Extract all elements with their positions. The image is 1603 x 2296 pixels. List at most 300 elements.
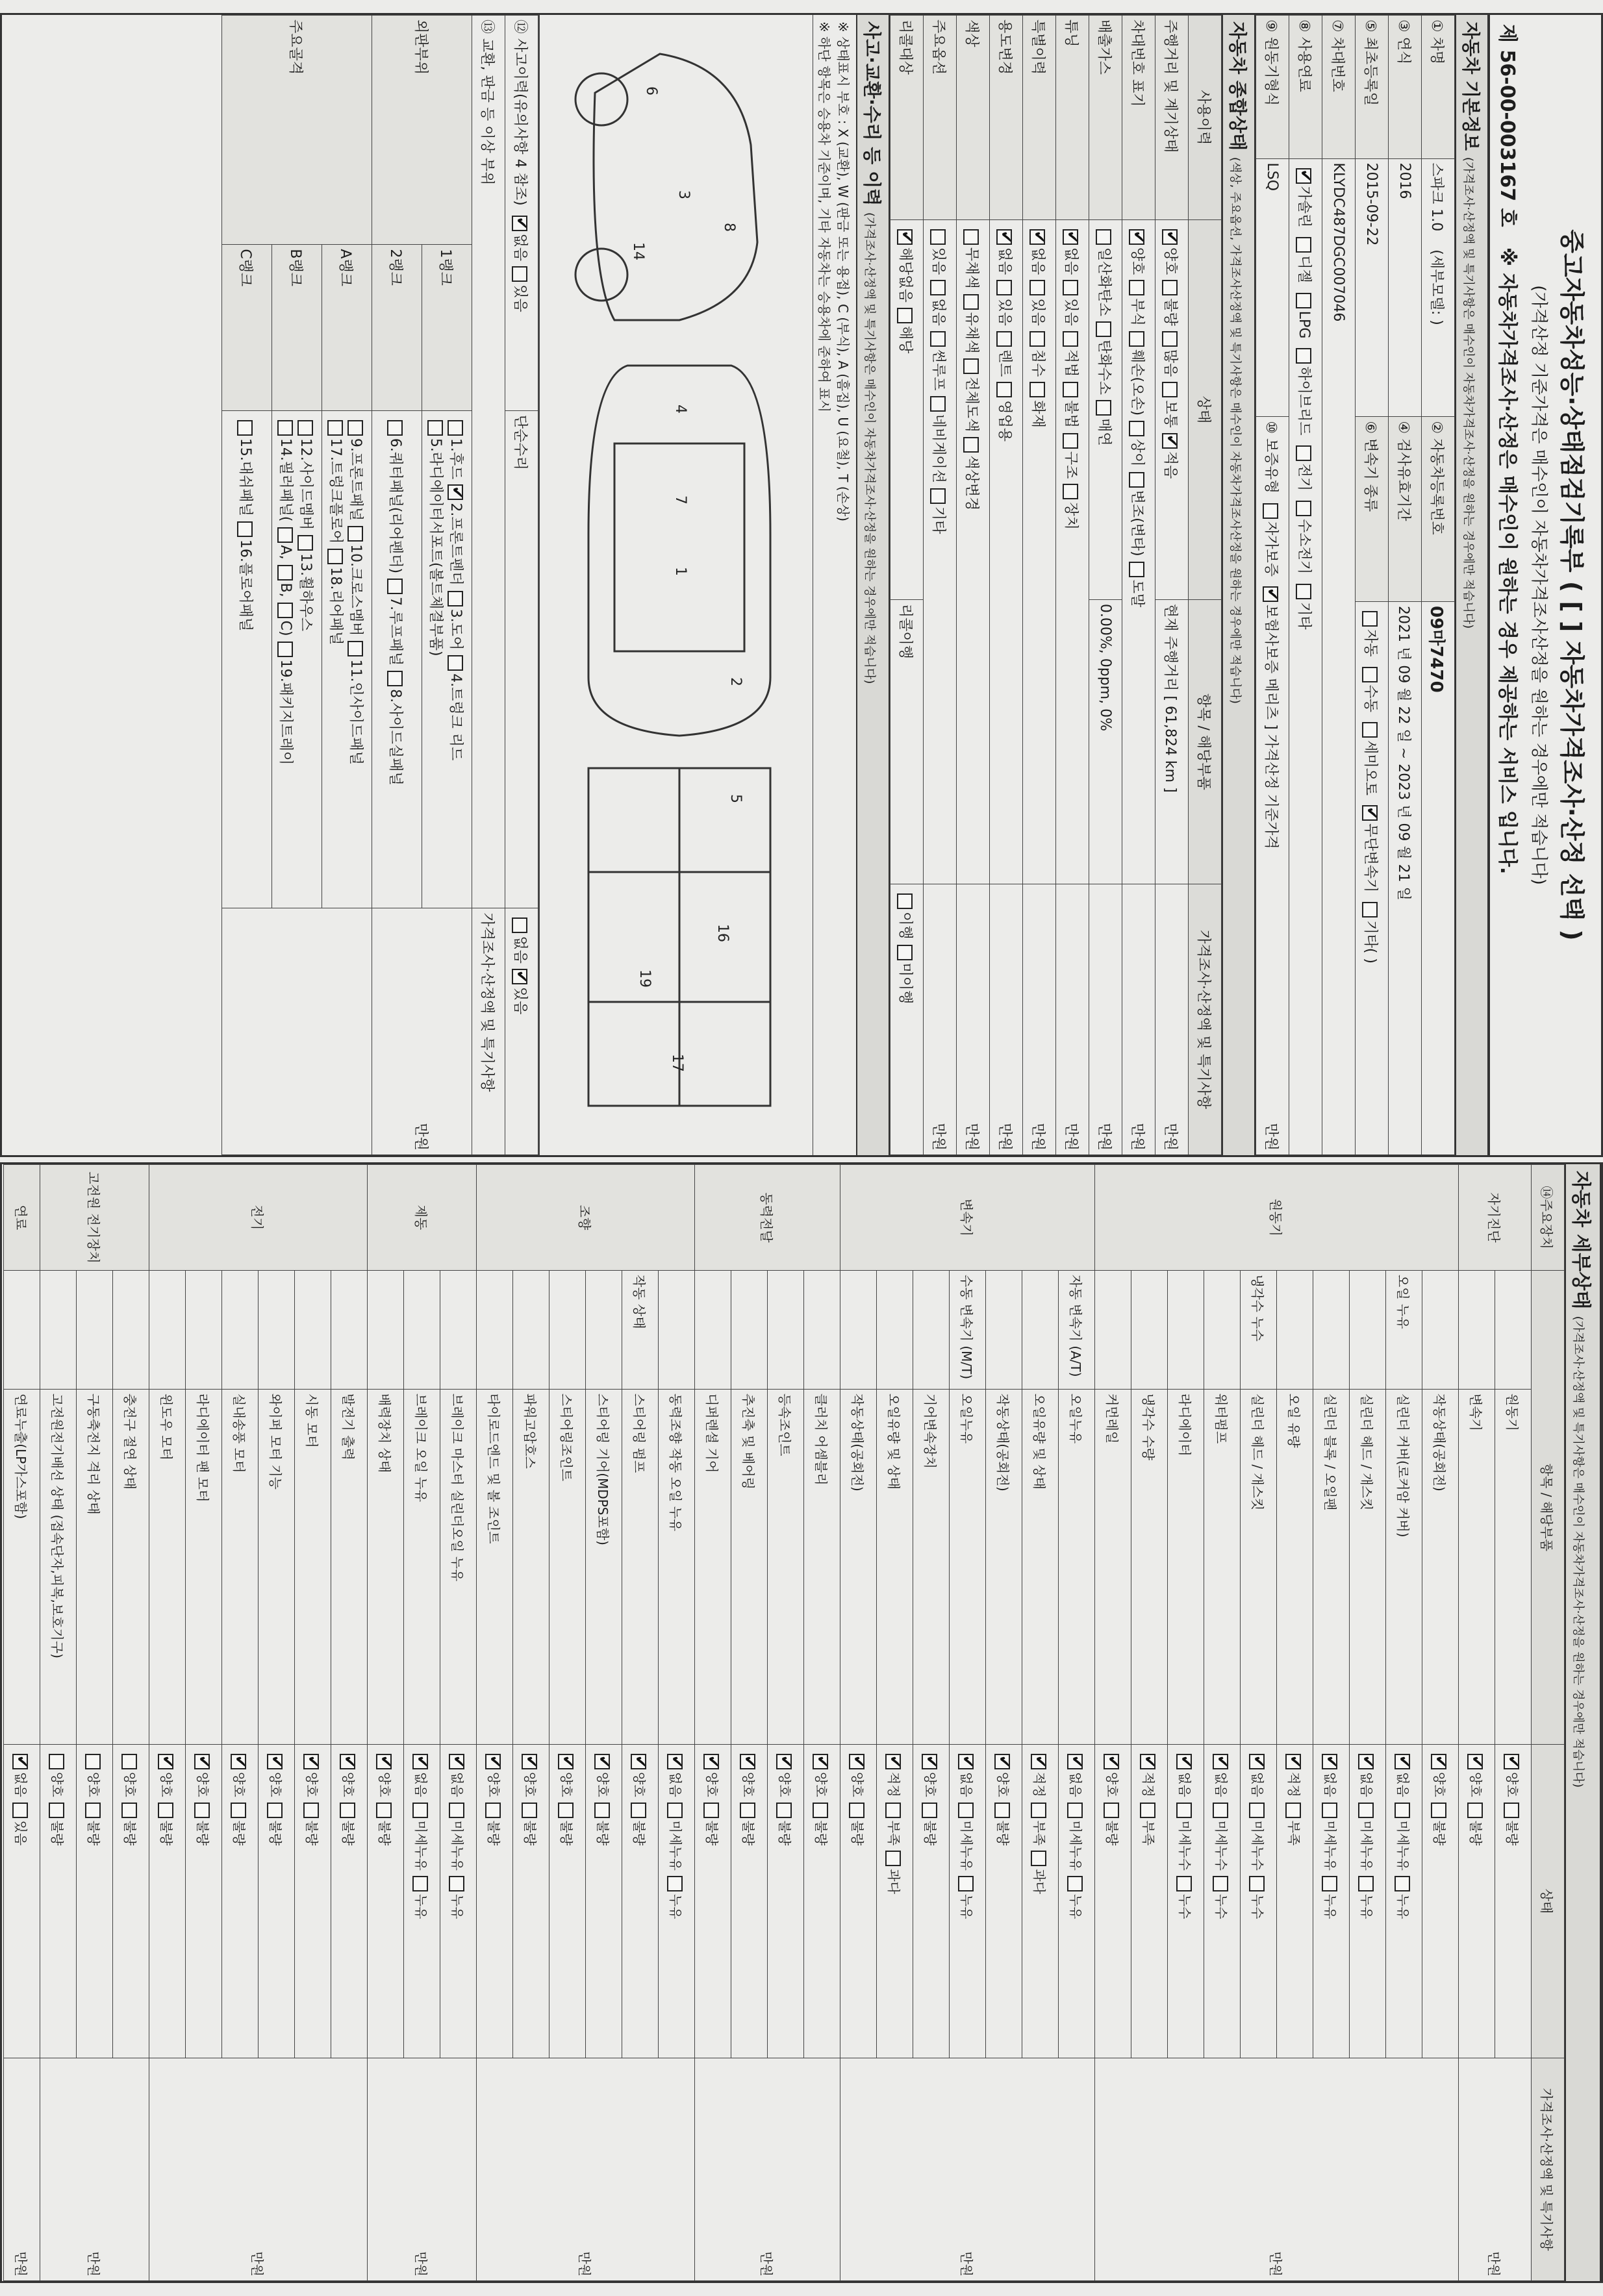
opt: 디젤	[1296, 255, 1313, 283]
sub-label	[186, 1271, 222, 1390]
checkbox-checked[interactable]	[922, 1754, 937, 1769]
checkbox-checked[interactable]	[1130, 229, 1145, 245]
checkbox-checked[interactable]	[1213, 1754, 1228, 1769]
opt: 3.도어	[448, 608, 464, 651]
checkbox[interactable]	[412, 1803, 428, 1818]
checkbox[interactable]	[1030, 280, 1046, 295]
checkbox-checked[interactable]	[1104, 1754, 1119, 1769]
checkbox[interactable]	[297, 535, 313, 551]
opt: 불량	[1468, 1820, 1484, 1846]
checkbox[interactable]	[1467, 1803, 1483, 1818]
checkbox-checked[interactable]	[1363, 805, 1378, 821]
inspection-period	[1389, 602, 1422, 1155]
opt: 없음	[449, 1772, 466, 1797]
checkbox-checked[interactable]	[485, 1754, 501, 1769]
checkbox[interactable]	[347, 641, 363, 656]
unit: 만원	[368, 2058, 477, 2281]
checkbox-checked[interactable]	[12, 1754, 28, 1769]
checkbox-checked[interactable]	[1263, 586, 1279, 602]
checkbox-checked[interactable]	[849, 1754, 865, 1769]
checkbox-checked[interactable]	[448, 484, 463, 500]
rank-items	[422, 410, 472, 908]
state-options	[440, 1745, 477, 2058]
checkbox[interactable]	[485, 1803, 501, 1818]
checkbox[interactable]	[1249, 1876, 1265, 1891]
checkbox-checked[interactable]	[958, 1754, 974, 1769]
opt: 누유	[449, 1893, 466, 1919]
checkbox[interactable]	[997, 331, 1013, 347]
checkbox[interactable]	[347, 526, 363, 542]
sub-label	[113, 1271, 149, 1390]
checkbox[interactable]	[449, 1803, 464, 1818]
part-label: 1	[672, 567, 688, 576]
checkbox[interactable]	[85, 1754, 101, 1769]
checkbox[interactable]	[997, 382, 1013, 397]
opt: 미세누유	[413, 1820, 429, 1871]
checkbox[interactable]	[1263, 503, 1279, 519]
col-header: 상태	[1532, 1745, 1565, 2058]
year-label: ③ 연식	[1389, 16, 1422, 159]
state-options	[1422, 1745, 1459, 2058]
checkbox[interactable]	[1030, 382, 1046, 397]
checkbox[interactable]	[277, 642, 293, 657]
opt: 누유	[668, 1893, 684, 1919]
checkbox[interactable]	[277, 565, 293, 580]
checkbox[interactable]	[231, 1803, 246, 1818]
device-group-label: 자기진단	[1459, 1165, 1532, 1271]
checkbox[interactable]	[1395, 1803, 1410, 1818]
checkbox-checked[interactable]	[667, 1754, 683, 1769]
state-options	[77, 1745, 113, 2058]
checkbox[interactable]	[1130, 562, 1145, 577]
checkbox[interactable]	[512, 917, 528, 933]
checkbox[interactable]	[49, 1754, 64, 1769]
checkbox-checked[interactable]	[558, 1754, 574, 1769]
checkbox-checked[interactable]	[1140, 1754, 1155, 1769]
checkbox-checked[interactable]	[1467, 1754, 1483, 1769]
cert-no-label: 제	[1496, 24, 1519, 43]
checkbox[interactable]	[448, 420, 463, 436]
checkbox[interactable]	[376, 1803, 392, 1818]
period-from: 2021 년 09 월 22 일	[1395, 606, 1412, 743]
checkbox[interactable]	[12, 1803, 28, 1818]
checkbox[interactable]	[388, 671, 403, 686]
device-group-label: 제동	[368, 1165, 477, 1271]
opt: 양호	[158, 1772, 175, 1797]
state-options	[1277, 1745, 1313, 2058]
state-options	[295, 1745, 331, 2058]
checkbox[interactable]	[1296, 445, 1312, 461]
checkbox[interactable]	[1163, 280, 1178, 295]
opt: 있음	[512, 986, 529, 1015]
checkbox[interactable]	[1296, 293, 1312, 308]
checkbox[interactable]	[1395, 1876, 1410, 1891]
item-label: 오일누유	[950, 1390, 986, 1745]
checkbox[interactable]	[388, 579, 403, 594]
checkbox-checked[interactable]	[231, 1754, 246, 1769]
checkbox[interactable]	[594, 1803, 610, 1818]
device-group-label: 변속기	[840, 1165, 1095, 1271]
checkbox[interactable]	[388, 420, 403, 436]
checkbox[interactable]	[1063, 484, 1079, 499]
sub-label	[222, 1271, 259, 1390]
checkbox-checked[interactable]	[776, 1754, 792, 1769]
item-label: 라디에이터	[1168, 1390, 1204, 1745]
opt: 미세누유	[1068, 1820, 1084, 1871]
engine-type-value: LSQ	[1256, 158, 1289, 417]
checkbox[interactable]	[1130, 421, 1145, 436]
device-group-label: 전기	[149, 1165, 368, 1271]
checkbox[interactable]	[297, 420, 313, 436]
checkbox[interactable]	[327, 549, 343, 564]
opt: 19.패키지트레이	[277, 659, 294, 766]
opt: 부족	[886, 1820, 902, 1846]
checkbox[interactable]	[158, 1803, 173, 1818]
col-header: 가격조사·산정액 및 특기사항	[1532, 2058, 1565, 2281]
sub-label	[1313, 1271, 1350, 1390]
checkbox-checked[interactable]	[1176, 1754, 1192, 1769]
checkbox[interactable]	[1031, 1851, 1046, 1866]
checkbox-checked[interactable]	[1395, 1754, 1410, 1769]
table-row	[1389, 16, 1422, 1155]
sub-label	[768, 1271, 804, 1390]
checkbox[interactable]	[1063, 382, 1079, 397]
checkbox[interactable]	[997, 280, 1013, 295]
checkbox[interactable]	[238, 420, 253, 436]
checkbox[interactable]	[448, 591, 463, 606]
item-label: 실내송풍 모터	[222, 1390, 259, 1745]
opt: 4.트렁크 리드	[448, 673, 464, 761]
sub-label	[659, 1271, 695, 1390]
checkbox[interactable]	[303, 1803, 319, 1818]
state-options	[1495, 1745, 1532, 2058]
opt: 양호	[995, 1772, 1011, 1797]
checkbox[interactable]	[631, 1803, 646, 1818]
checkbox[interactable]	[1140, 1803, 1155, 1818]
checkbox[interactable]	[1031, 1803, 1046, 1818]
sub-label	[149, 1271, 186, 1390]
opt: 누유	[1359, 1893, 1375, 1919]
checkbox[interactable]	[849, 1803, 865, 1818]
checkbox[interactable]	[964, 437, 979, 453]
checkbox[interactable]	[1063, 433, 1079, 449]
state-options	[1241, 1745, 1277, 2058]
first-reg-value: 2015-09-22	[1356, 158, 1389, 417]
checkbox[interactable]	[1213, 1803, 1228, 1818]
opt: 양호	[49, 1772, 66, 1797]
checkbox-checked[interactable]	[522, 1754, 537, 1769]
period-sep: ~	[1395, 747, 1412, 760]
period-to: 2023 년 09 월 21 일	[1395, 764, 1412, 901]
checkbox-checked[interactable]	[1163, 229, 1178, 245]
checkbox[interactable]	[49, 1803, 64, 1818]
checkbox[interactable]	[267, 1803, 283, 1818]
sub-label	[877, 1271, 913, 1390]
checkbox[interactable]	[1249, 1803, 1265, 1818]
checkbox[interactable]	[238, 521, 253, 537]
state-options	[1386, 1745, 1422, 2058]
cert-no-suffix: 호	[1496, 208, 1519, 227]
checkbox[interactable]	[427, 420, 443, 436]
sub-label	[1095, 1271, 1131, 1390]
checkbox-checked[interactable]	[158, 1754, 173, 1769]
checkbox[interactable]	[1067, 1876, 1083, 1891]
opt: 없음	[1213, 1772, 1230, 1797]
sub-label	[1277, 1271, 1313, 1390]
checkbox[interactable]	[931, 488, 946, 504]
checkbox[interactable]	[1358, 1803, 1374, 1818]
opt: 양호	[1468, 1772, 1484, 1797]
checkbox[interactable]	[277, 603, 293, 618]
checkbox-checked[interactable]	[303, 1754, 319, 1769]
checkbox[interactable]	[194, 1803, 210, 1818]
checkbox[interactable]	[898, 945, 913, 960]
item-label: 스티어링조인트	[549, 1390, 586, 1745]
checkbox[interactable]	[1063, 280, 1079, 295]
item-label: 구동축전지 격리 상태	[77, 1390, 113, 1745]
checkbox-checked[interactable]	[885, 1754, 901, 1769]
checkbox-checked[interactable]	[1030, 229, 1046, 245]
checkbox[interactable]	[448, 655, 463, 671]
opt: 수동	[1362, 684, 1379, 713]
checkbox[interactable]	[327, 420, 343, 436]
item-label: 배력장치 상태	[368, 1390, 404, 1745]
checkbox-checked[interactable]	[1358, 1754, 1374, 1769]
checkbox[interactable]	[1163, 331, 1178, 347]
checkbox[interactable]	[412, 1876, 428, 1891]
table-row	[1322, 16, 1356, 1155]
checkbox[interactable]	[931, 396, 946, 412]
checkbox[interactable]	[1285, 1803, 1301, 1818]
opt: 불량	[522, 1820, 538, 1846]
checkbox[interactable]	[964, 294, 979, 310]
sub-label	[477, 1271, 513, 1390]
checkbox-checked[interactable]	[1067, 1754, 1083, 1769]
accident-heading-text: 사고·교환·수리 등 이력	[861, 21, 883, 206]
accident-history	[505, 16, 538, 411]
device-group-label: 고전원 전기장치	[40, 1165, 149, 1271]
opt: 보통	[1162, 400, 1179, 428]
table-row	[331, 1165, 368, 2281]
car-name-value	[1422, 158, 1455, 417]
checkbox[interactable]	[1363, 722, 1378, 738]
checkbox[interactable]	[667, 1876, 683, 1891]
opt: 상이	[1129, 439, 1146, 467]
item-label: 연료누출(LP가스포함)	[4, 1390, 40, 1745]
checkbox[interactable]	[776, 1803, 792, 1818]
checkbox-checked[interactable]	[1063, 229, 1079, 245]
row-item: 현재 주행거리 [ 61,824 km ]	[1155, 599, 1189, 884]
checkbox[interactable]	[1504, 1803, 1519, 1818]
opt: B,	[277, 582, 294, 597]
checkbox[interactable]	[964, 358, 979, 374]
checkbox-checked[interactable]	[631, 1754, 646, 1769]
checkbox-checked[interactable]	[1249, 1754, 1265, 1769]
unit: 만원	[1155, 884, 1189, 1155]
checkbox[interactable]	[1363, 667, 1378, 682]
opt: 11.인사이드패널	[347, 659, 364, 765]
checkbox[interactable]	[1176, 1803, 1192, 1818]
checkbox-checked[interactable]	[1431, 1754, 1446, 1769]
opt: 화재	[1029, 400, 1046, 428]
checkbox[interactable]	[1322, 1803, 1337, 1818]
checkbox[interactable]	[347, 420, 363, 436]
col-header: ⑭주요장치	[1532, 1165, 1565, 1271]
checkbox-checked[interactable]	[412, 1754, 428, 1769]
checkbox-checked[interactable]	[1322, 1754, 1337, 1769]
item-label: 충전구 절연 상태	[113, 1390, 149, 1745]
table-row	[659, 1165, 695, 2281]
sub-label	[731, 1271, 768, 1390]
checkbox[interactable]	[1096, 321, 1112, 337]
checkbox-checked[interactable]	[898, 229, 913, 245]
checkbox[interactable]	[1296, 584, 1312, 599]
sub-label	[513, 1271, 549, 1390]
opt: 양호	[340, 1772, 357, 1797]
checkbox[interactable]	[813, 1803, 828, 1818]
checkbox[interactable]	[522, 1803, 537, 1818]
checkbox[interactable]	[1358, 1876, 1374, 1891]
checkbox[interactable]	[931, 229, 946, 245]
opt: 가솔린	[1296, 186, 1313, 228]
checkbox[interactable]	[1130, 280, 1145, 295]
checkbox-checked[interactable]	[376, 1754, 392, 1769]
checkbox-checked[interactable]	[1285, 1754, 1301, 1769]
checkbox[interactable]	[885, 1803, 901, 1818]
opt: 불량	[1104, 1820, 1120, 1846]
basic-info-heading	[1455, 15, 1489, 1155]
checkbox[interactable]	[277, 420, 293, 436]
checkbox[interactable]	[703, 1803, 719, 1818]
checkbox-checked[interactable]	[994, 1754, 1010, 1769]
checkbox[interactable]	[958, 1803, 974, 1818]
checkbox[interactable]	[1104, 1803, 1119, 1818]
checkbox[interactable]	[994, 1803, 1010, 1818]
opt: 적정	[1286, 1772, 1302, 1797]
item-label: 와이퍼 모터 기능	[259, 1390, 295, 1745]
checkbox[interactable]	[85, 1803, 101, 1818]
checkbox[interactable]	[1130, 331, 1145, 347]
opt: 1.후드	[448, 438, 464, 480]
checkbox[interactable]	[1067, 1803, 1083, 1818]
checkbox-checked[interactable]	[449, 1754, 464, 1769]
row-label: 색상	[957, 16, 990, 220]
opt: 불량	[559, 1820, 575, 1846]
checkbox[interactable]	[340, 1803, 355, 1818]
opt: 유채색	[963, 312, 980, 354]
col-header: 상태	[1189, 219, 1222, 599]
checkbox-checked[interactable]	[594, 1754, 610, 1769]
checkbox[interactable]	[1296, 237, 1312, 253]
checkbox[interactable]	[512, 266, 528, 282]
checkbox[interactable]	[667, 1803, 683, 1818]
checkbox[interactable]	[1213, 1876, 1228, 1891]
checkbox[interactable]	[958, 1876, 974, 1891]
checkbox[interactable]	[1030, 331, 1046, 347]
opt: 자가보증	[1263, 521, 1280, 577]
checkbox[interactable]	[1296, 348, 1312, 364]
checkbox-checked[interactable]	[512, 969, 528, 984]
checkbox[interactable]	[1096, 400, 1112, 416]
col-header: 사용이력	[1189, 16, 1222, 220]
state-options	[1313, 1745, 1350, 2058]
checkbox[interactable]	[931, 280, 946, 295]
sub-label	[259, 1271, 295, 1390]
item-label: 냉각수 수량	[1131, 1390, 1168, 1745]
checkbox-checked[interactable]	[194, 1754, 210, 1769]
checkbox-checked[interactable]	[1163, 433, 1178, 449]
checkbox[interactable]	[277, 527, 293, 543]
checkbox[interactable]	[964, 229, 979, 245]
checkbox[interactable]	[1096, 229, 1112, 245]
checkbox[interactable]	[1063, 331, 1079, 347]
row-label: 특별이력	[1023, 16, 1056, 220]
opt: 9.프론트패널	[347, 438, 364, 521]
checkbox[interactable]	[1176, 1876, 1192, 1891]
checkbox[interactable]	[1363, 611, 1378, 627]
state-options	[513, 1745, 549, 2058]
checkbox[interactable]	[449, 1876, 464, 1891]
checkbox-checked[interactable]	[997, 229, 1013, 245]
overall-heading	[1222, 15, 1256, 1155]
engine-type-label: ⑨ 원동기형식	[1256, 16, 1289, 159]
checkbox-checked[interactable]	[813, 1754, 828, 1769]
item-label: 시동 모터	[295, 1390, 331, 1745]
checkbox[interactable]	[1163, 382, 1178, 397]
opt: 불량	[49, 1820, 66, 1846]
checkbox[interactable]	[1431, 1803, 1446, 1818]
row-options	[1155, 219, 1189, 599]
opt: 해당	[897, 325, 914, 354]
checkbox[interactable]	[1130, 472, 1145, 488]
opt: 불량	[231, 1820, 247, 1846]
checkbox[interactable]	[1296, 501, 1312, 516]
device-group-label: 조향	[477, 1165, 695, 1271]
checkbox[interactable]	[1363, 902, 1378, 917]
checkbox[interactable]	[1322, 1876, 1337, 1891]
checkbox[interactable]	[121, 1754, 137, 1769]
item-label: 라디에이터 팬 모터	[186, 1390, 222, 1745]
checkbox-checked[interactable]	[267, 1754, 283, 1769]
checkbox-checked[interactable]	[1296, 168, 1312, 184]
checkbox[interactable]	[558, 1803, 574, 1818]
checkbox-checked[interactable]	[512, 216, 528, 231]
opt: C)	[277, 620, 294, 636]
checkbox-checked[interactable]	[1031, 1754, 1046, 1769]
checkbox[interactable]	[931, 331, 946, 347]
opt: 양호	[813, 1772, 829, 1797]
checkbox-checked[interactable]	[740, 1754, 755, 1769]
checkbox[interactable]	[922, 1803, 937, 1818]
checkbox[interactable]	[898, 893, 913, 909]
checkbox-checked[interactable]	[1504, 1754, 1519, 1769]
row-label: 배출가스	[1089, 16, 1122, 220]
checkbox[interactable]	[740, 1803, 755, 1818]
exchange-label: ⑬ 교환, 판금 등 이상 부위	[472, 16, 505, 908]
checkbox-checked[interactable]	[703, 1754, 719, 1769]
opt: 미이행	[897, 962, 914, 1004]
checkbox[interactable]	[885, 1851, 901, 1866]
opt: 불량	[86, 1820, 102, 1846]
checkbox[interactable]	[898, 308, 913, 323]
checkbox[interactable]	[121, 1803, 137, 1818]
row-item: 리콜이행	[890, 599, 924, 884]
opt: 12.사이드멤버	[297, 438, 314, 530]
opt: 양호	[122, 1772, 138, 1797]
opt: 구조	[1063, 451, 1079, 479]
checkbox-checked[interactable]	[340, 1754, 355, 1769]
opt: 없음	[1068, 1772, 1084, 1797]
